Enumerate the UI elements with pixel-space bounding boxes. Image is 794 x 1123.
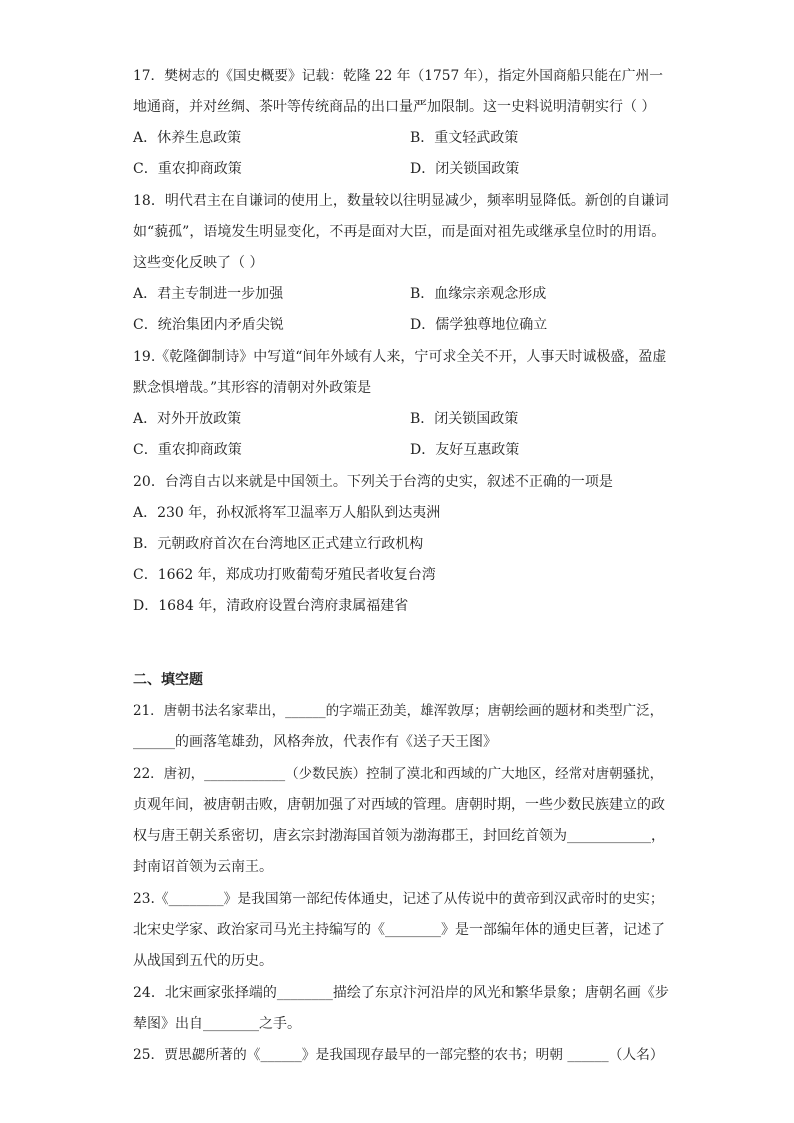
q22-line-4: 封南诏首领为云南王。 xyxy=(133,859,273,875)
q21-line-1: 21．唐朝书法名家辈出，______的字端正劲美，雄浑敦厚；唐朝绘画的题材和类型广泛， xyxy=(133,703,664,719)
q20-option-a[interactable]: A．230 年，孙权派将军卫温率万人船队到达夷洲 xyxy=(133,505,441,521)
q21-line-2: ______的画落笔雄劲，风格奔放，代表作有《送子天王图》 xyxy=(133,734,497,750)
q19-stem-line-1: 19.《乾隆御制诗》中写道“间年外域有人来，宁可求全关不开，人事天时诚极盛，盈虚 xyxy=(133,349,667,365)
q20-option-b[interactable]: B．元朝政府首次在台湾地区正式建立行政机构 xyxy=(133,536,424,552)
q23-line-1: 23.《________》是我国第一部纪传体通史，记述了从传说中的黄帝到汉武帝时的史实； xyxy=(133,891,664,907)
q22-line-2: 贞观年间，被唐朝击败，唐朝加强了对西域的管理。唐朝时期，一些少数民族建立的政 xyxy=(133,797,665,813)
q18-stem-line-3: 这些变化反映了（ ） xyxy=(133,255,264,271)
q17-option-a[interactable]: A．休养生息政策 xyxy=(133,130,242,146)
q20-option-c[interactable]: C．1662 年，郑成功打败葡萄牙殖民者收复台湾 xyxy=(133,567,436,583)
q17-stem-line-1: 17．樊树志的《国史概要》记载：乾隆 22 年（1757 年），指定外国商船只能在广州一 xyxy=(133,68,663,84)
q24-line-2: 辇图》出自________之手。 xyxy=(133,1016,301,1032)
q18-option-d[interactable]: D．儒学独尊地位确立 xyxy=(410,317,548,333)
q22-line-1: 22．唐初，____________（少数民族）控制了漠北和西域的广大地区，经常对唐朝骚扰， xyxy=(133,766,664,782)
q22-line-3: 权与唐王朝关系密切，唐玄宗封渤海国首领为渤海郡王，封回纥首领为____________， xyxy=(133,828,665,844)
q19-option-d[interactable]: D．友好互惠政策 xyxy=(410,442,520,458)
q18-stem-line-1: 18．明代君主在自谦词的使用上，数量较以往明显减少，频率明显降低。新创的自谦词 xyxy=(133,193,669,209)
q17-stem-line-2: 地通商，并对丝绸、茶叶等传统商品的出口量严加限制。这一史料说明清朝实行（ ） xyxy=(133,99,656,115)
q18-option-b[interactable]: B．血缘宗亲观念形成 xyxy=(410,286,547,302)
q18-stem-line-2: 如“藐孤”，语境发生明显变化，不再是面对大臣，而是面对祖先或继承皇位时的用语。 xyxy=(133,224,666,240)
q17-option-b[interactable]: B．重文轻武政策 xyxy=(410,130,519,146)
q17-option-c[interactable]: C．重农抑商政策 xyxy=(133,161,242,177)
q20-option-d[interactable]: D．1684 年，清政府设置台湾府隶属福建省 xyxy=(133,598,409,614)
q23-line-2: 北宋史学家、政治家司马光主持编写的《________》是一部编年体的通史巨著，记述了 xyxy=(133,922,665,938)
q24-line-1: 24．北宋画家张择端的________描绘了东京汴河沿岸的风光和繁华景象；唐朝名画《步 xyxy=(133,985,669,1001)
q18-option-a[interactable]: A．君主专制进一步加强 xyxy=(133,286,284,302)
q19-option-a[interactable]: A．对外开放政策 xyxy=(133,411,242,427)
section-fill-in-title: 二、填空题 xyxy=(133,672,203,688)
q25-line-1: 25．贾思勰所著的《______》是我国现存最早的一部完整的农书；明朝 ______（人名） xyxy=(133,1047,664,1063)
q17-option-d[interactable]: D．闭关锁国政策 xyxy=(410,161,520,177)
q18-option-c[interactable]: C．统治集团内矛盾尖锐 xyxy=(133,317,284,333)
q19-option-c[interactable]: C．重农抑商政策 xyxy=(133,442,242,458)
q20-stem-line-1: 20．台湾自古以来就是中国领土。下列关于台湾的史实，叙述不正确的一项是 xyxy=(133,474,613,490)
q19-stem-line-2: 默念惧增哉。”其形容的清朝对外政策是 xyxy=(133,380,372,396)
q23-line-3: 从战国到五代的历史。 xyxy=(133,953,273,969)
q19-option-b[interactable]: B．闭关锁国政策 xyxy=(410,411,519,427)
